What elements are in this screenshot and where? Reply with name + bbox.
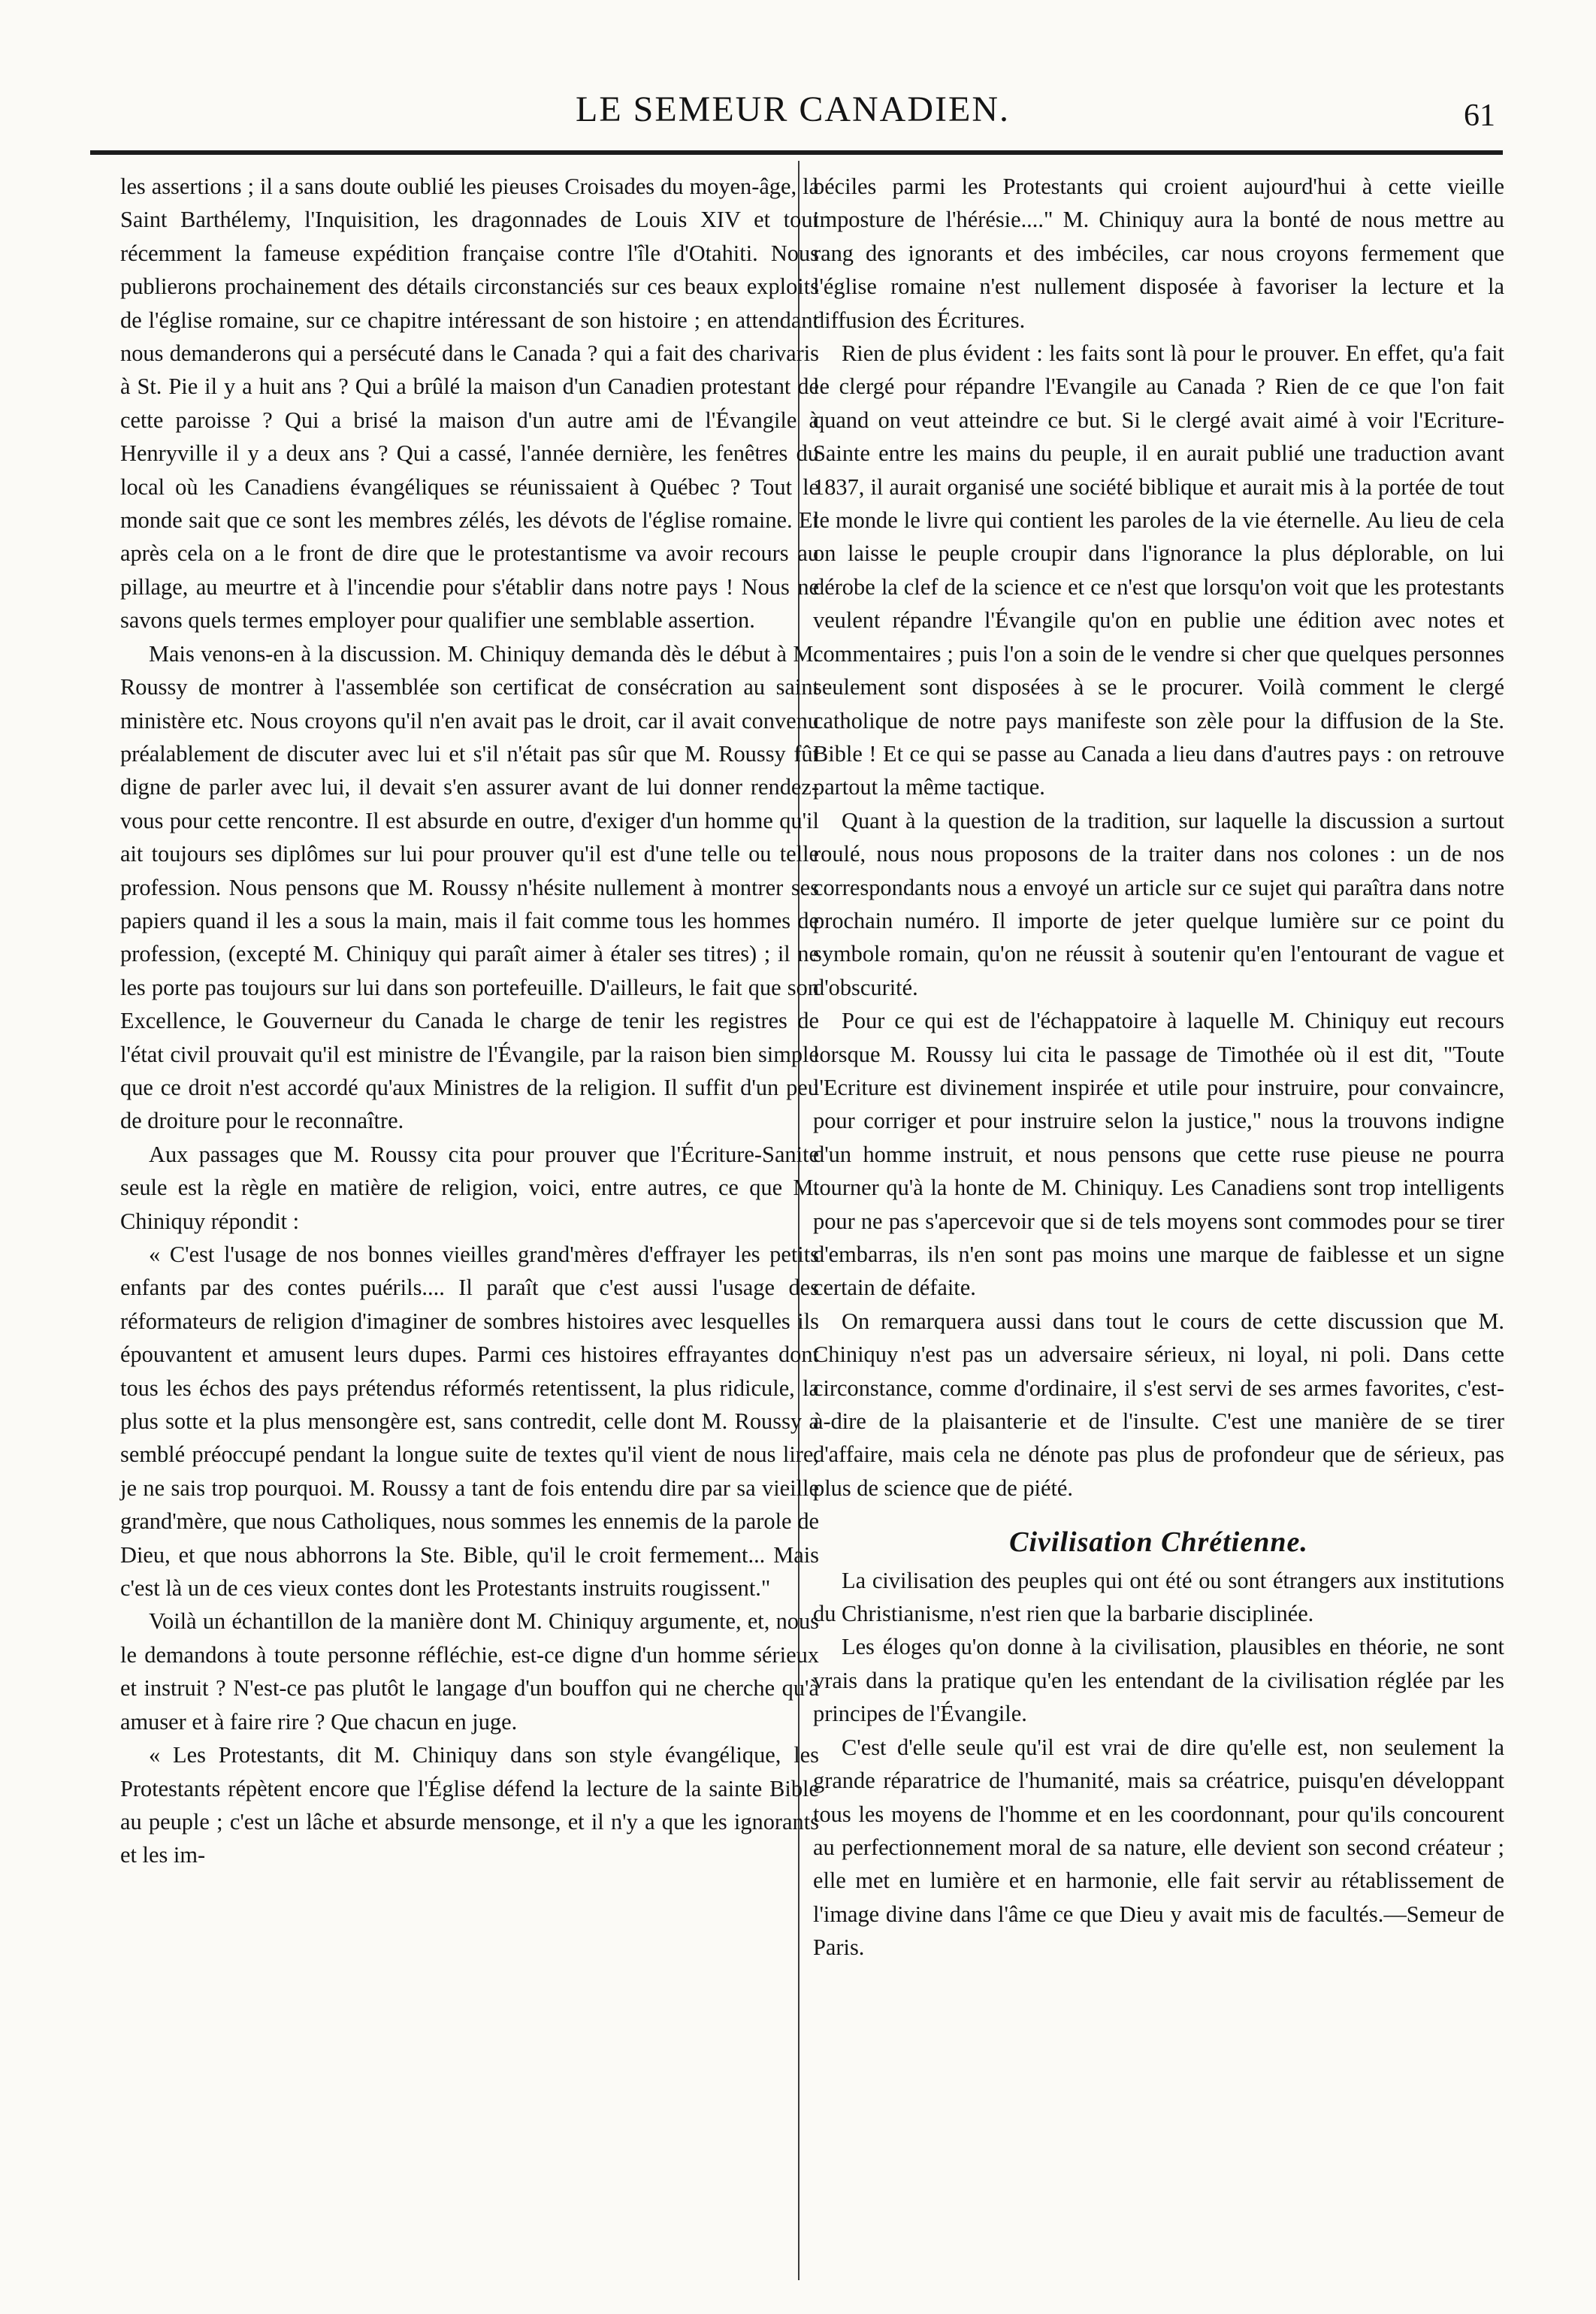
quoted-paragraph: « C'est l'usage de nos bonnes vieilles grand'mères d'effrayer les petits enfants par des contes puérils.... Il paraît que c'est aussi l'usage des réformateurs de religion d'imaginer de sombres histoires avec lesquelles ils épouvantent et amusent leurs dupes. Parmi ces histoires effrayantes dont tous les échos des pays prétendus réformés retentissent, la plus ridicule, la plus sotte et la plus mensongère est, sans contredit, celle dont M. Roussy a semblé préoccupé pendant la longue suite de textes qu'il vient de nous lire, je ne sais trop pourquoi. M. Roussy a tant de fois entendu dire par sa vieille grand'mère, que nous Catholiques, nous sommes les ennemis de la parole de Dieu, et que nous abhorrons la Ste. Bible, qu'il le croit fermement... Mais c'est là un de ces vieux contes dont les Protestants instruits rougissent."	[120, 1242, 819, 1602]
article-paragraph: les assertions ; il a sans doute oublié les pieuses Croisades du moyen-âge, la Saint Barthélemy, l'Inquisition, les dragonnades de Louis XIV et tout récemment la fameuse expédition française contre l'île d'Otahiti. Nous publierons prochainement des détails circonstanciés sur ces beaux exploits de l'église romaine, sur ce chapitre intéressant de son histoire ; en attendant nous demanderons qui a persécuté dans le Canada ? qui a fait des charivaris à St. Pie il y a huit ans ? Qui a brûlé la maison d'un Canadien protestant de cette paroisse ? Qui a brisé la maison d'un autre ami de l'Évangile à Henryville il y a deux ans ? Qui a cassé, l'année dernière, les fenêtres du local où les Canadiens évangéliques se réunissaient à Québec ? Tout le monde sait que ce sont les membres zélés, les dévots de l'église romaine. Et après cela on a le front de dire que le protestantisme va avoir recours au pillage, au meurtre et à l'incendie pour s'établir dans notre pays ! Nous ne savons quels termes employer pour qualifier une semblable assertion.	[120, 174, 819, 634]
section-heading: Civilisation Chrétienne.	[1009, 1526, 1308, 1559]
section-paragraph: La civilisation des peuples qui ont été ou sont étrangers aux institutions du Christianisme, n'est rien que la barbarie disciplinée.	[813, 1567, 1504, 1627]
quoted-paragraph: « Les Protestants, dit M. Chiniquy dans son style évangélique, les Protestants répètent encore que l'Église défend la lecture de la sainte Bible au peuple ; c'est un lâche et absurde mensonge, et il n'y a que les ignorants et les im-	[120, 1742, 819, 1868]
article-paragraph: Mais venons-en à la discussion. M. Chiniquy demanda dès le début à M. Roussy de montrer à l'assemblée son certificat de consécration au saint ministère etc. Nous croyons qu'il n'en avait pas le droit, car il avait convenu préalablement de discuter avec lui et s'il n'était pas sûr que M. Roussy fût digne de parler avec lui, il devait s'en assurer avant de lui donner rendez-vous pour cette rencontre. Il est absurde en outre, d'exiger d'un homme qu'il ait toujours ses diplômes sur lui pour prouver qu'il est d'une telle ou telle profession. Nous pensons que M. Roussy n'hésite nullement à montrer ses papiers quand il les a sous la main, mais il fait comme tous les hommes de profession, (excepté M. Chiniquy qui paraît aimer à étaler ses titres) ; il ne les porte pas toujours sur lui dans son portefeuille. D'ailleurs, le fait que son Excellence, le Gouverneur du Canada le charge de tenir les registres de l'état civil prouvait qu'il est ministre de l'Évangile, par la raison bien simple que ce droit n'est accordé qu'aux Ministres de la religion. Il suffit d'un peu de droiture pour le reconnaître.	[120, 640, 819, 1134]
section-paragraph: C'est d'elle seule qu'il est vrai de dire qu'elle est, non seulement la grande réparatrice de l'humanité, mais sa créatrice, puisqu'en développant tous les moyens de l'homme et en les coordonnant, pour qu'ils concourent au perfectionnement moral de sa nature, elle devient son second créateur ; elle met en lumière et en harmonie, elle fait servir au rétablissement de l'image divine dans l'âme ce que Dieu y avait mis de facultés.—Semeur de Paris.	[813, 1734, 1504, 1961]
article-paragraph: Quant à la question de la tradition, sur laquelle la discussion a surtout roulé, nous nous proposons de la traiter dans nos colones : un de nos correspondants nous a envoyé un article sur ce sujet qui paraîtra dans notre prochain numéro. Il importe de jeter quelque lumière sur ce point du symbole romain, qu'on ne réussit à soutenir qu'en l'entourant de vague et d'obscurité.	[813, 807, 1504, 1000]
article-paragraph: Aux passages que M. Roussy cita pour prouver que l'Écriture-Sanite seule est la règle en matière de religion, voici, entre autres, ce que M. Chiniquy répondit :	[120, 1141, 819, 1234]
left-column	[120, 170, 819, 1872]
right-column	[813, 170, 1504, 1965]
article-paragraph: On remarquera aussi dans tout le cours de cette discussion que M. Chiniquy n'est pas un adversaire sérieux, ni loyal, ni poli. Dans cette circonstance, comme d'ordinaire, il s'est servi de ses armes favorites, c'est-à-dire de la plaisanterie et de l'insulte. C'est une manière de se tirer d'affaire, mais cela ne dénote pas plus de profondeur que de sérieux, pas plus de science que de piété.	[813, 1308, 1504, 1501]
article-paragraph: Pour ce qui est de l'échappatoire à laquelle M. Chiniquy eut recours lorsque M. Roussy lui cita le passage de Timothée où il est dit, "Toute l'Ecriture est divinement inspirée et utile pour instruire, pour convaincre, pour corriger et pour instruire selon la justice," nous la trouvons indigne d'un homme instruit, et nous pensons que cette ruse pieuse ne pourra tourner qu'à la honte de M. Chiniquy. Les Canadiens sont trop intelligents pour ne pas s'apercevoir que si de tels moyens sont commodes pour se tirer d'embarras, ils n'en sont pas moins une marque de faiblesse et un signe certain de défaite.	[813, 1008, 1504, 1301]
page-number: 61	[1464, 98, 1495, 133]
section-paragraph: Les éloges qu'on donne à la civilisation, plausibles en théorie, ne sont vrais dans la pratique qu'en les entendant de la civilisation réglée par les principes de l'Évangile.	[813, 1634, 1504, 1727]
masthead-title: LE SEMEUR CANADIEN.	[576, 89, 1010, 129]
article-paragraph: Rien de plus évident : les faits sont là pour le prouver. En effet, qu'a fait le clergé pour répandre l'Evangile au Canada ? Rien de ce que l'on fait quand on veut atteindre ce but. Si le clergé avait aimé à voir l'Ecriture-Sainte entre les mains du peuple, il en aurait publié une traduction avant 1837, il aurait organisé une société biblique et aurait mis à la portée de tout le monde le livre qui contient les paroles de la vie éternelle. Au lieu de cela on laisse le peuple croupir dans l'ignorance la plus déplorable, on lui dérobe la clef de la science et ce n'est que lorsqu'on voit que les protestants veulent répandre l'Évangile qu'on en publie une édition avec notes et commentaires ; puis l'on a soin de le vendre si cher que quelques personnes seulement sont disposées à se le procurer. Voilà comment le clergé catholique de notre pays manifeste son zèle pour la diffusion de la Ste. Bible ! Et ce qui se passe au Canada a lieu dans d'autres pays : on retrouve partout la même tactique.	[813, 340, 1504, 800]
page-header	[90, 89, 1495, 149]
article-paragraph: béciles parmi les Protestants qui croient aujourd'hui à cette vieille imposture de l'hérésie...." M. Chiniquy aura la bonté de nous mettre au rang des ignorants et des imbéciles, car nous croyons fermement que l'église romaine n'est nullement disposée à favoriser la lecture et la diffusion des Écritures.	[813, 174, 1504, 333]
article-paragraph: Voilà un échantillon de la manière dont M. Chiniquy argumente, et, nous le demandons à toute personne réfléchie, est-ce digne d'un homme sérieux et instruit ? N'est-ce pas plutôt le langage d'un bouffon qui ne cherche qu'à amuser et à faire rire ? Que chacun en juge.	[120, 1608, 819, 1735]
header-rule	[90, 150, 1503, 155]
